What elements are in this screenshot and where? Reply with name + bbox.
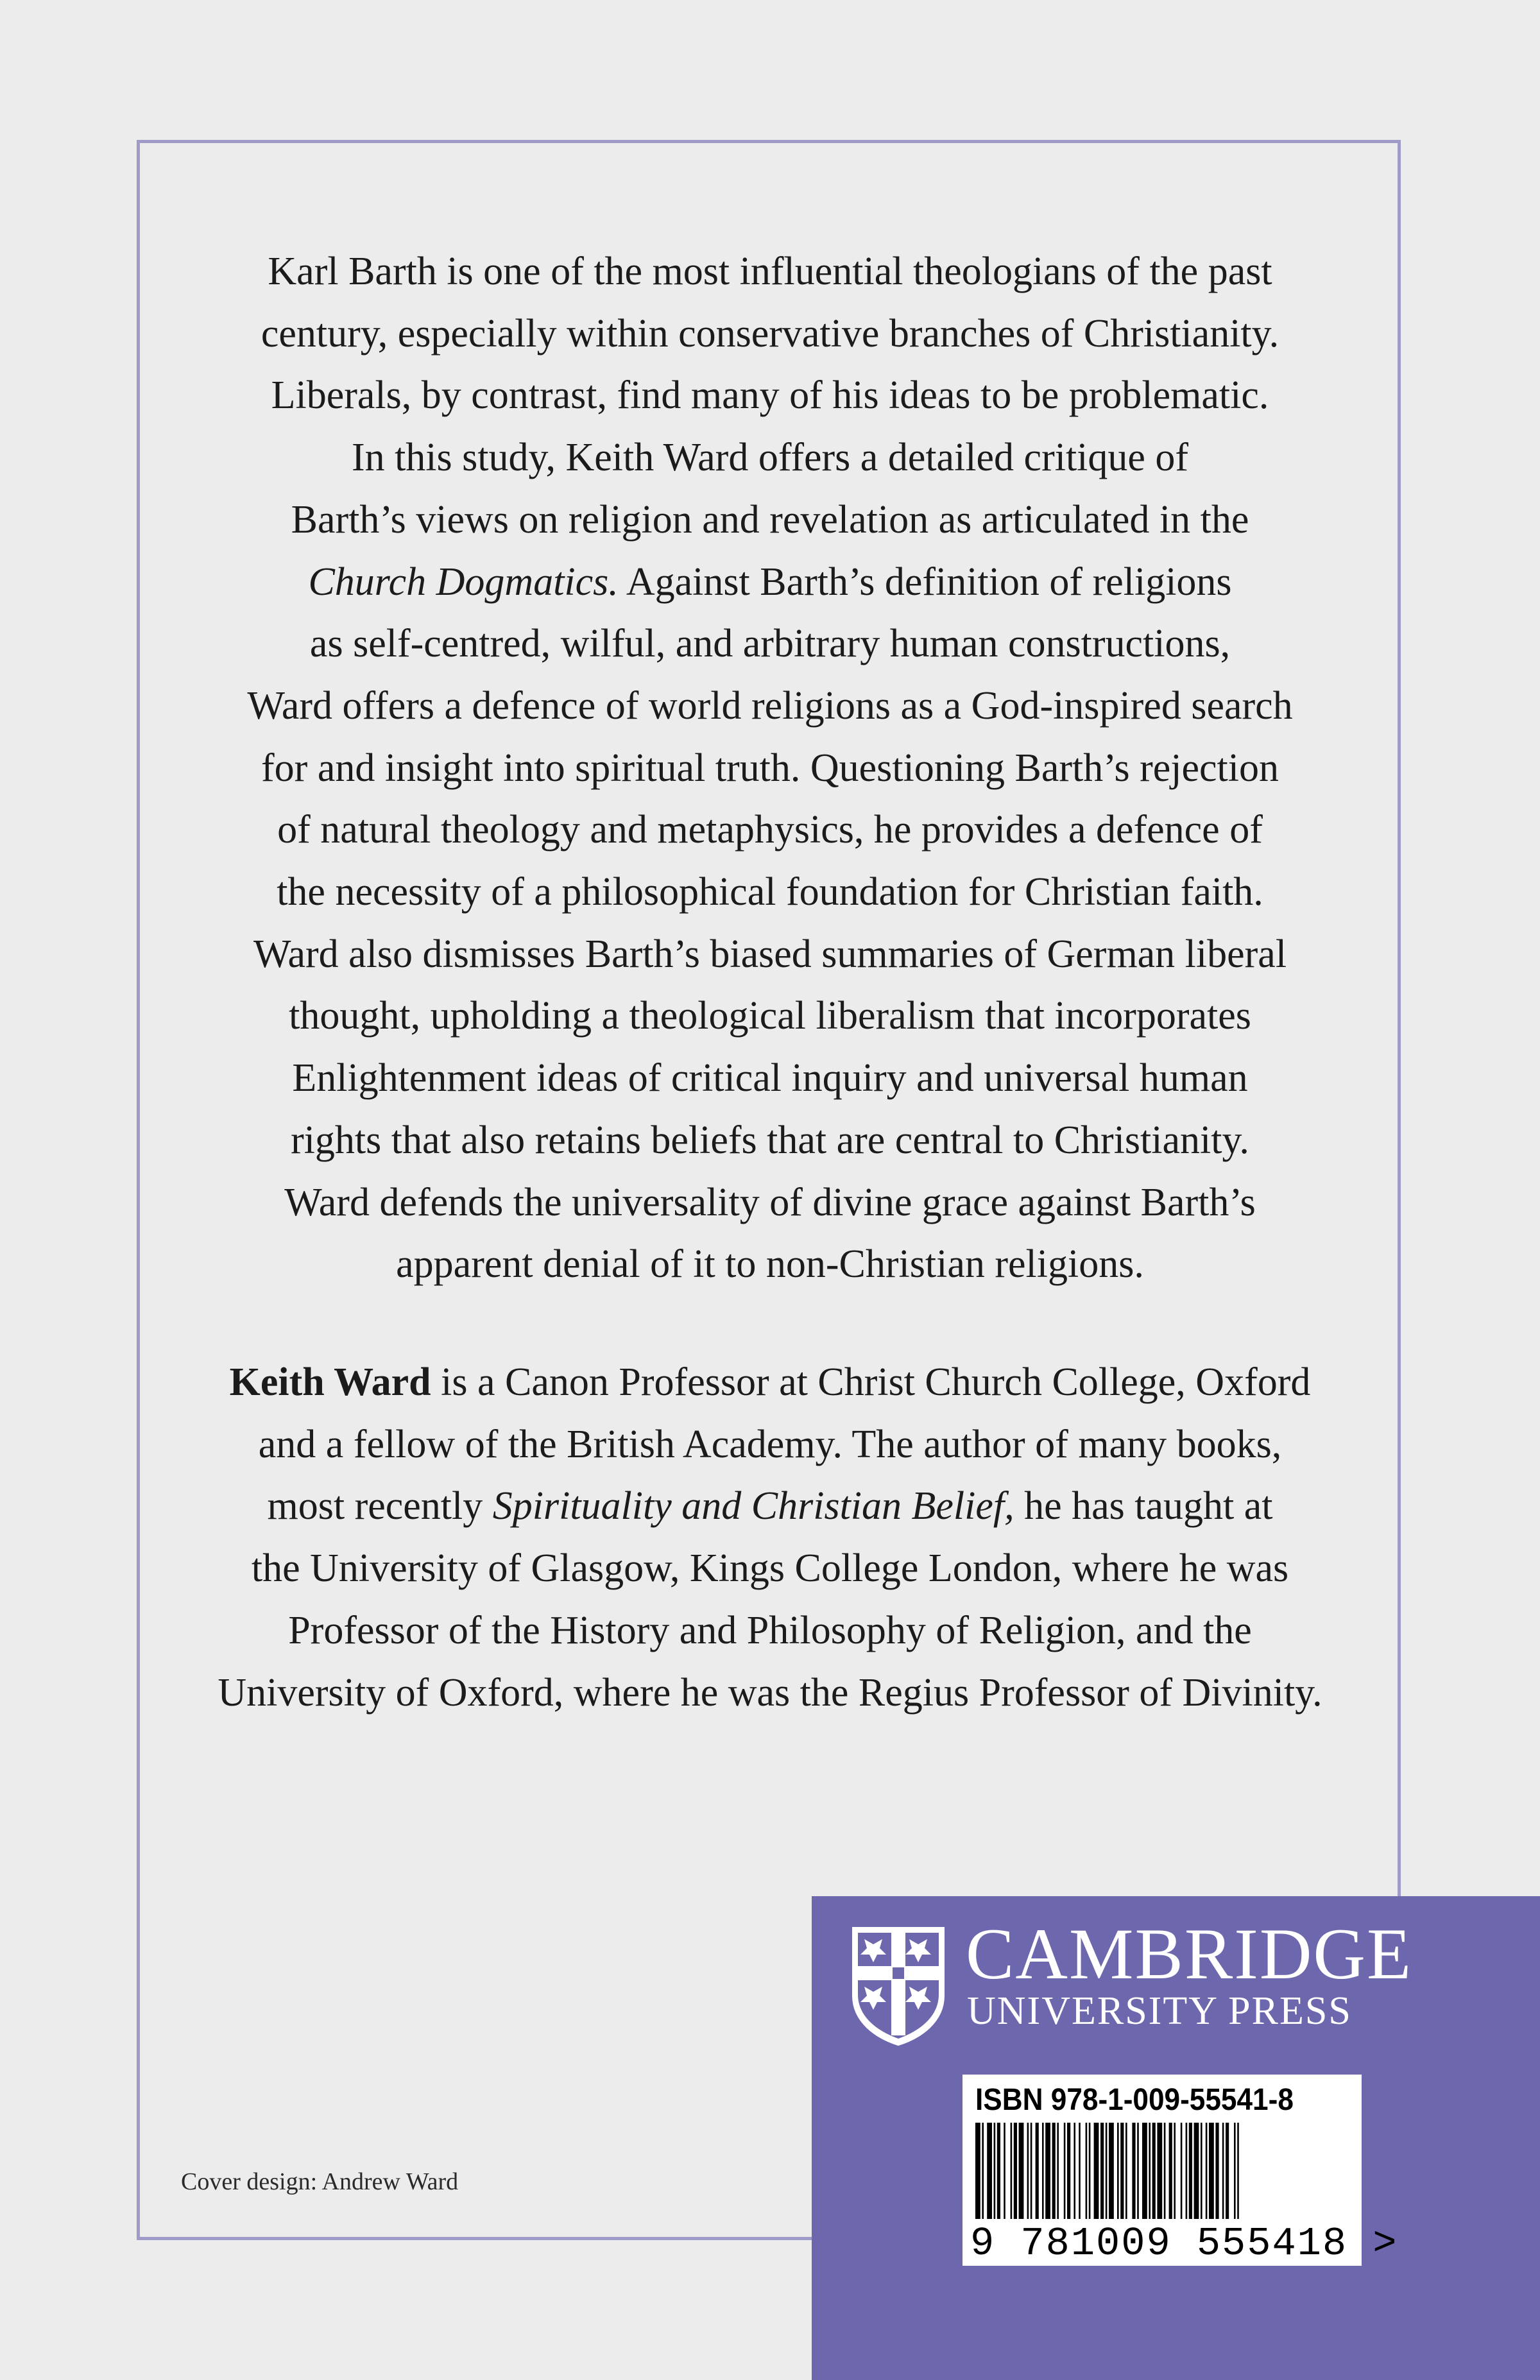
university-crest-icon	[850, 1925, 946, 2047]
bio-line: University of Oxford, where he was the Regius Professor of Divinity.	[218, 1670, 1322, 1715]
barcode-bar	[1014, 2123, 1017, 2219]
bio-line-pre: most recently	[267, 1484, 493, 1528]
description-line: Ward offers a defence of world religions as a God-inspired search	[247, 683, 1293, 728]
barcode-bar	[1132, 2123, 1135, 2219]
barcode-bar	[1057, 2123, 1059, 2219]
description-line: Ward defends the universality of divine grace against Barth’s	[284, 1180, 1256, 1224]
description-line: In this study, Keith Ward offers a detailed critique of	[351, 436, 1189, 480]
barcode-bar	[1201, 2123, 1202, 2219]
bio-line: Professor of the History and Philosophy of Religion, and the	[288, 1608, 1252, 1652]
barcode-bar	[1036, 2123, 1039, 2219]
description-line	[193, 551, 1348, 613]
barcode-bar	[1189, 2123, 1192, 2219]
barcode-bar	[1164, 2123, 1166, 2219]
barcode-bar	[1209, 2123, 1214, 2219]
description-line: apparent denial of it to non-Christian religions.	[396, 1242, 1144, 1287]
barcode-bar	[1234, 2123, 1236, 2219]
description-line: Barth’s views on religion and revelation as articulated in the	[291, 497, 1249, 542]
description-line: rights that also retains beliefs that are central to Christianity.	[291, 1118, 1249, 1162]
bio-line: and a fellow of the British Academy. The author of many books,	[258, 1422, 1282, 1466]
barcode-bar	[1194, 2123, 1199, 2219]
isbn-digits: 9 781009 555418 >	[970, 2221, 1398, 2266]
barcode-bar	[1079, 2123, 1081, 2219]
barcode-bar	[1019, 2123, 1024, 2219]
barcode-bar	[1086, 2123, 1088, 2219]
barcode-bar	[994, 2123, 996, 2219]
bio-line-post: he has taught at	[1014, 1484, 1273, 1528]
barcode-bar	[1157, 2123, 1162, 2219]
barcode-bar	[1067, 2123, 1070, 2219]
barcode-bar	[1215, 2123, 1219, 2219]
barcode-bar	[1149, 2123, 1151, 2219]
barcode-bar	[1094, 2123, 1099, 2219]
barcode-bar	[1125, 2123, 1127, 2219]
barcode-bar	[1042, 2123, 1044, 2219]
barcode-bar	[982, 2123, 984, 2219]
barcode-bar	[1089, 2123, 1091, 2219]
bio-line: the University of Glasgow, Kings College London, where he was	[251, 1546, 1289, 1591]
bio-line-rest: is a Canon Professor at Christ Church College, Oxford	[431, 1360, 1311, 1404]
isbn-label: ISBN 978-1-009-55541-8	[975, 2083, 1294, 2117]
publisher-name: CAMBRIDGE	[966, 1914, 1413, 1994]
description-line: for and insight into spiritual truth. Questioning Barth’s rejection	[261, 746, 1279, 790]
barcode-bar	[1120, 2123, 1124, 2219]
barcode-bar	[1106, 2123, 1108, 2219]
barcode-bar	[1169, 2123, 1172, 2219]
barcode-bar	[975, 2123, 980, 2219]
barcode-bar	[1174, 2123, 1176, 2219]
author-name: Keith Ward	[229, 1360, 431, 1404]
barcode-bar	[1109, 2123, 1114, 2219]
barcode-bar	[1011, 2123, 1013, 2219]
description-line-rest: Against Barth’s definition of religions	[618, 560, 1232, 604]
barcode-bar	[1045, 2123, 1050, 2219]
barcode-bar	[1226, 2123, 1229, 2219]
description-line: as self-centred, wilful, and arbitrary human constructions,	[309, 622, 1231, 666]
description-line: Liberals, by contrast, find many of his ideas to be problematic.	[271, 373, 1269, 418]
barcode-bar	[1186, 2123, 1188, 2219]
book-description	[193, 241, 1348, 1296]
barcode-bars-icon	[975, 2123, 1348, 2219]
barcode-bar	[1222, 2123, 1224, 2219]
barcode-bar	[1181, 2123, 1183, 2219]
description-line: Enlightenment ideas of critical inquiry and universal human	[292, 1056, 1248, 1100]
barcode-bar	[1031, 2123, 1032, 2219]
barcode-bar	[1004, 2123, 1005, 2219]
cover-design-credit: Cover design: Andrew Ward	[181, 2168, 459, 2195]
barcode-bar	[1052, 2123, 1056, 2219]
description-line: Ward also dismisses Barth’s biased summaries of German liberal	[253, 932, 1287, 976]
barcode-bar	[1206, 2123, 1208, 2219]
description-line: thought, upholding a theological liberalism that incorporates	[289, 994, 1251, 1038]
book-title-italic: Spirituality and Christian Belief,	[492, 1484, 1014, 1528]
publisher-subname: UNIVERSITY PRESS	[967, 1989, 1352, 2033]
barcode-bar	[1117, 2123, 1119, 2219]
barcode-bar	[1027, 2123, 1029, 2219]
barcode-bar	[1100, 2123, 1104, 2219]
book-title-italic: Church Dogmatics.	[308, 560, 619, 604]
bio-line	[193, 1351, 1348, 1414]
bio-line	[193, 1475, 1348, 1537]
description-line: Karl Barth is one of the most influential theologians of the past	[268, 250, 1272, 293]
description-line: of natural theology and metaphysics, he provides a defence of	[277, 808, 1263, 852]
description-line: century, especially within conservative branches of Christianity.	[261, 311, 1279, 355]
barcode-bar	[1074, 2123, 1075, 2219]
barcode-bar	[1137, 2123, 1139, 2219]
isbn-barcode	[963, 2075, 1398, 2266]
barcode-bar	[987, 2123, 992, 2219]
publisher-panel	[812, 1896, 1540, 2380]
barcode-bar	[997, 2123, 1000, 2219]
author-bio	[193, 1351, 1348, 1724]
barcode-bar	[1152, 2123, 1156, 2219]
barcode-bar	[1237, 2123, 1239, 2219]
barcode-bar	[1064, 2123, 1066, 2219]
barcode-bar	[1142, 2123, 1147, 2219]
description-line: the necessity of a philosophical foundation for Christian faith.	[277, 870, 1263, 914]
